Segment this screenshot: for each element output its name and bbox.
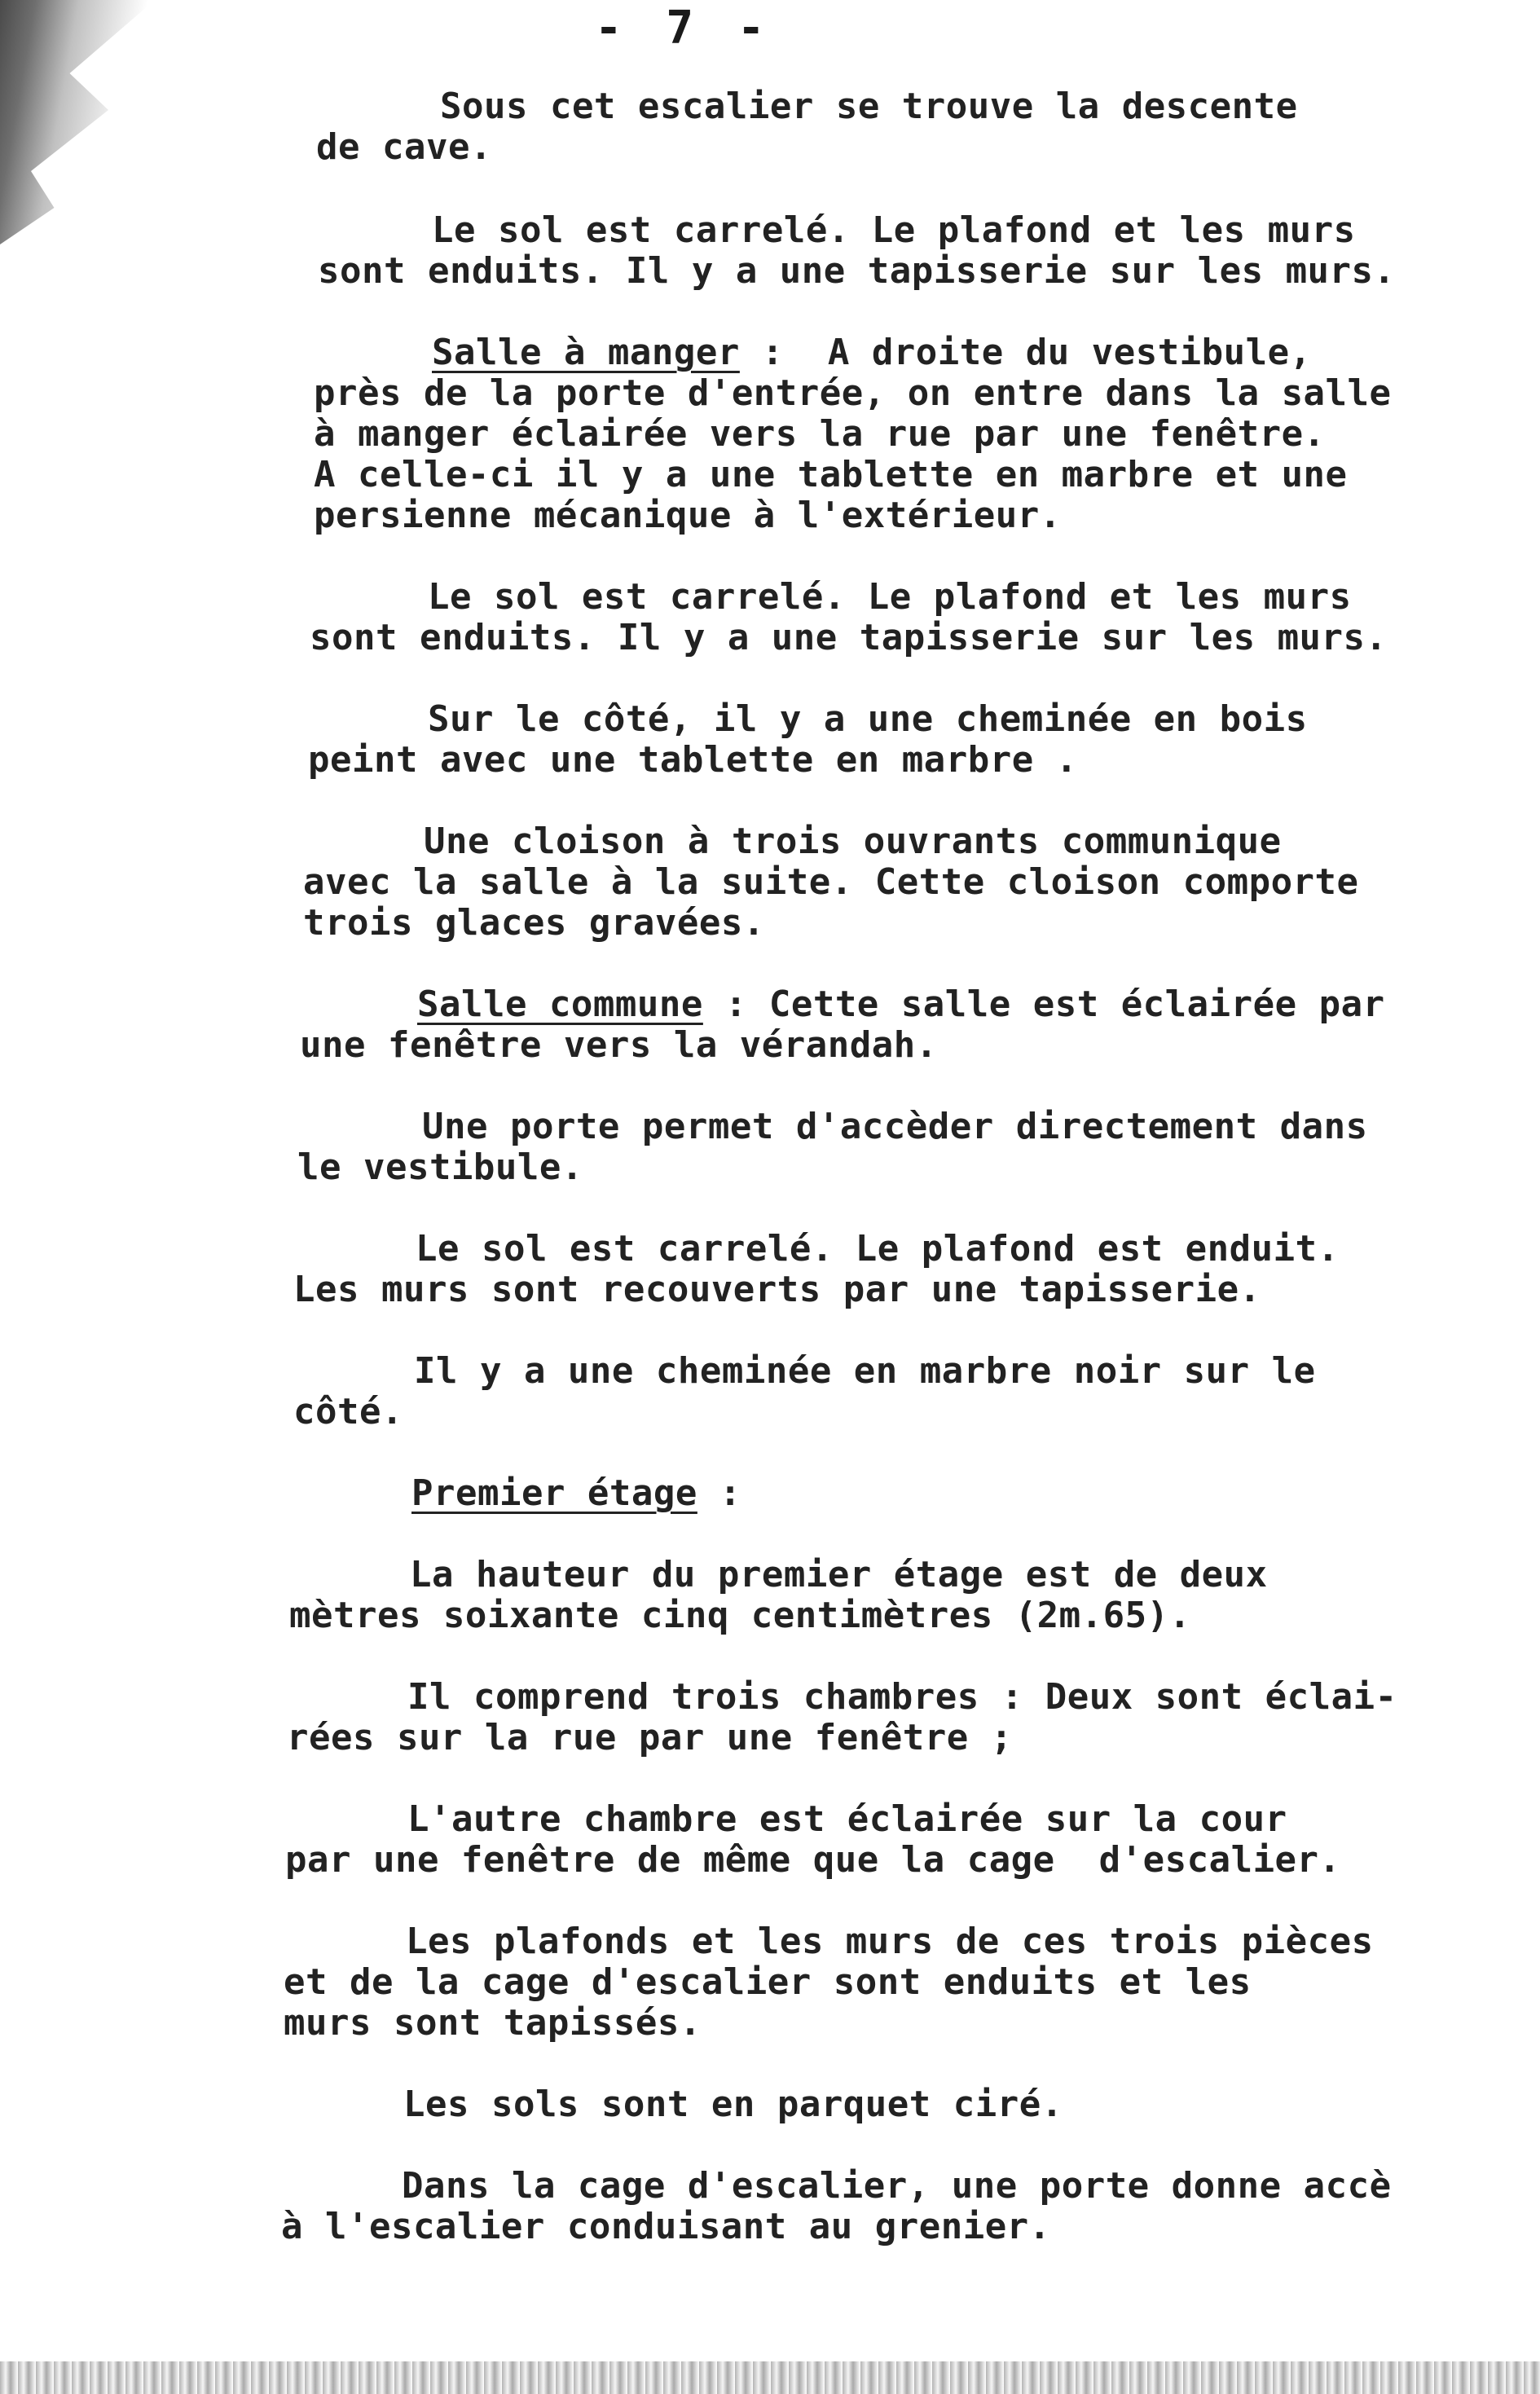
text-line: Le sol est carrelé. Le plafond est enduit. xyxy=(416,1228,1340,1270)
scan-shadow-bottom xyxy=(0,2361,1540,2394)
text-line: une fenêtre vers la vérandah. xyxy=(300,1024,938,1066)
text-line: Le sol est carrelé. Le plafond et les murs xyxy=(428,576,1352,618)
text-line: trois glaces gravées. xyxy=(303,902,765,944)
heading-underlined: Premier étage xyxy=(411,1472,697,1514)
text-line: sont enduits. Il y a une tapisserie sur les murs. xyxy=(310,617,1388,658)
text-line: et de la cage d'escalier sont enduits et les xyxy=(284,1961,1252,2003)
text-line: près de la porte d'entrée, on entre dans la salle xyxy=(314,372,1392,414)
text-line: à manger éclairée vers la rue par une fenêtre. xyxy=(314,413,1326,455)
text-line: L'autre chambre est éclairée sur la cour xyxy=(407,1798,1287,1840)
text-line: Une cloison à trois ouvrants communique xyxy=(424,821,1282,862)
text-line: Dans la cage d'escalier, une porte donne accè xyxy=(402,2165,1392,2207)
text-line: Les plafonds et les murs de ces trois pièces xyxy=(406,1921,1374,1962)
text-line: côté. xyxy=(293,1391,403,1432)
text-line: peint avec une tablette en marbre . xyxy=(308,739,1078,781)
text-line: Il y a une cheminée en marbre noir sur le xyxy=(414,1350,1316,1392)
text-line: Sous cet escalier se trouve la descente xyxy=(440,86,1298,127)
text-line: persienne mécanique à l'extérieur. xyxy=(314,495,1062,536)
text-line: à l'escalier conduisant au grenier. xyxy=(281,2206,1051,2247)
text-line: avec la salle à la suite. Cette cloison comporte xyxy=(303,861,1359,903)
heading-underlined: Salle à manger xyxy=(432,332,740,373)
scan-shadow-left xyxy=(0,0,155,244)
text-line: Il comprend trois chambres : Deux sont éclai- xyxy=(407,1676,1397,1718)
text-line: murs sont tapissés. xyxy=(284,2002,702,2044)
text-line: sont enduits. Il y a une tapisserie sur les murs. xyxy=(318,250,1396,292)
text-line: Les sols sont en parquet ciré. xyxy=(403,2084,1063,2125)
text-line: La hauteur du premier étage est de deux xyxy=(410,1554,1268,1595)
text-line: de cave. xyxy=(316,126,492,168)
text-line: Les murs sont recouverts par une tapisserie. xyxy=(293,1269,1261,1310)
text-line: A celle-ci il y a une tablette en marbre et une xyxy=(314,454,1348,495)
page-number: - 7 - xyxy=(595,2,773,55)
text-line: le vestibule. xyxy=(297,1146,583,1188)
heading-underlined: Salle commune xyxy=(417,984,703,1025)
text-line: Le sol est carrelé. Le plafond et les murs xyxy=(432,209,1356,251)
heading-salle-a-manger: Salle à manger : A droite du vestibule, xyxy=(432,332,1312,373)
heading-premier-etage: Premier étage : xyxy=(411,1472,741,1514)
text-line: Une porte permet d'accèder directement dans xyxy=(422,1106,1368,1147)
text-line: par une fenêtre de même que la cage d'escalier. xyxy=(285,1839,1341,1881)
text-line: Sur le côté, il y a une cheminée en bois xyxy=(428,698,1308,740)
heading-salle-commune: Salle commune : Cette salle est éclairée par xyxy=(417,984,1385,1025)
text-line: mètres soixante cinq centimètres (2m.65). xyxy=(289,1595,1191,1636)
text-line: rées sur la rue par une fenêtre ; xyxy=(287,1717,1013,1758)
